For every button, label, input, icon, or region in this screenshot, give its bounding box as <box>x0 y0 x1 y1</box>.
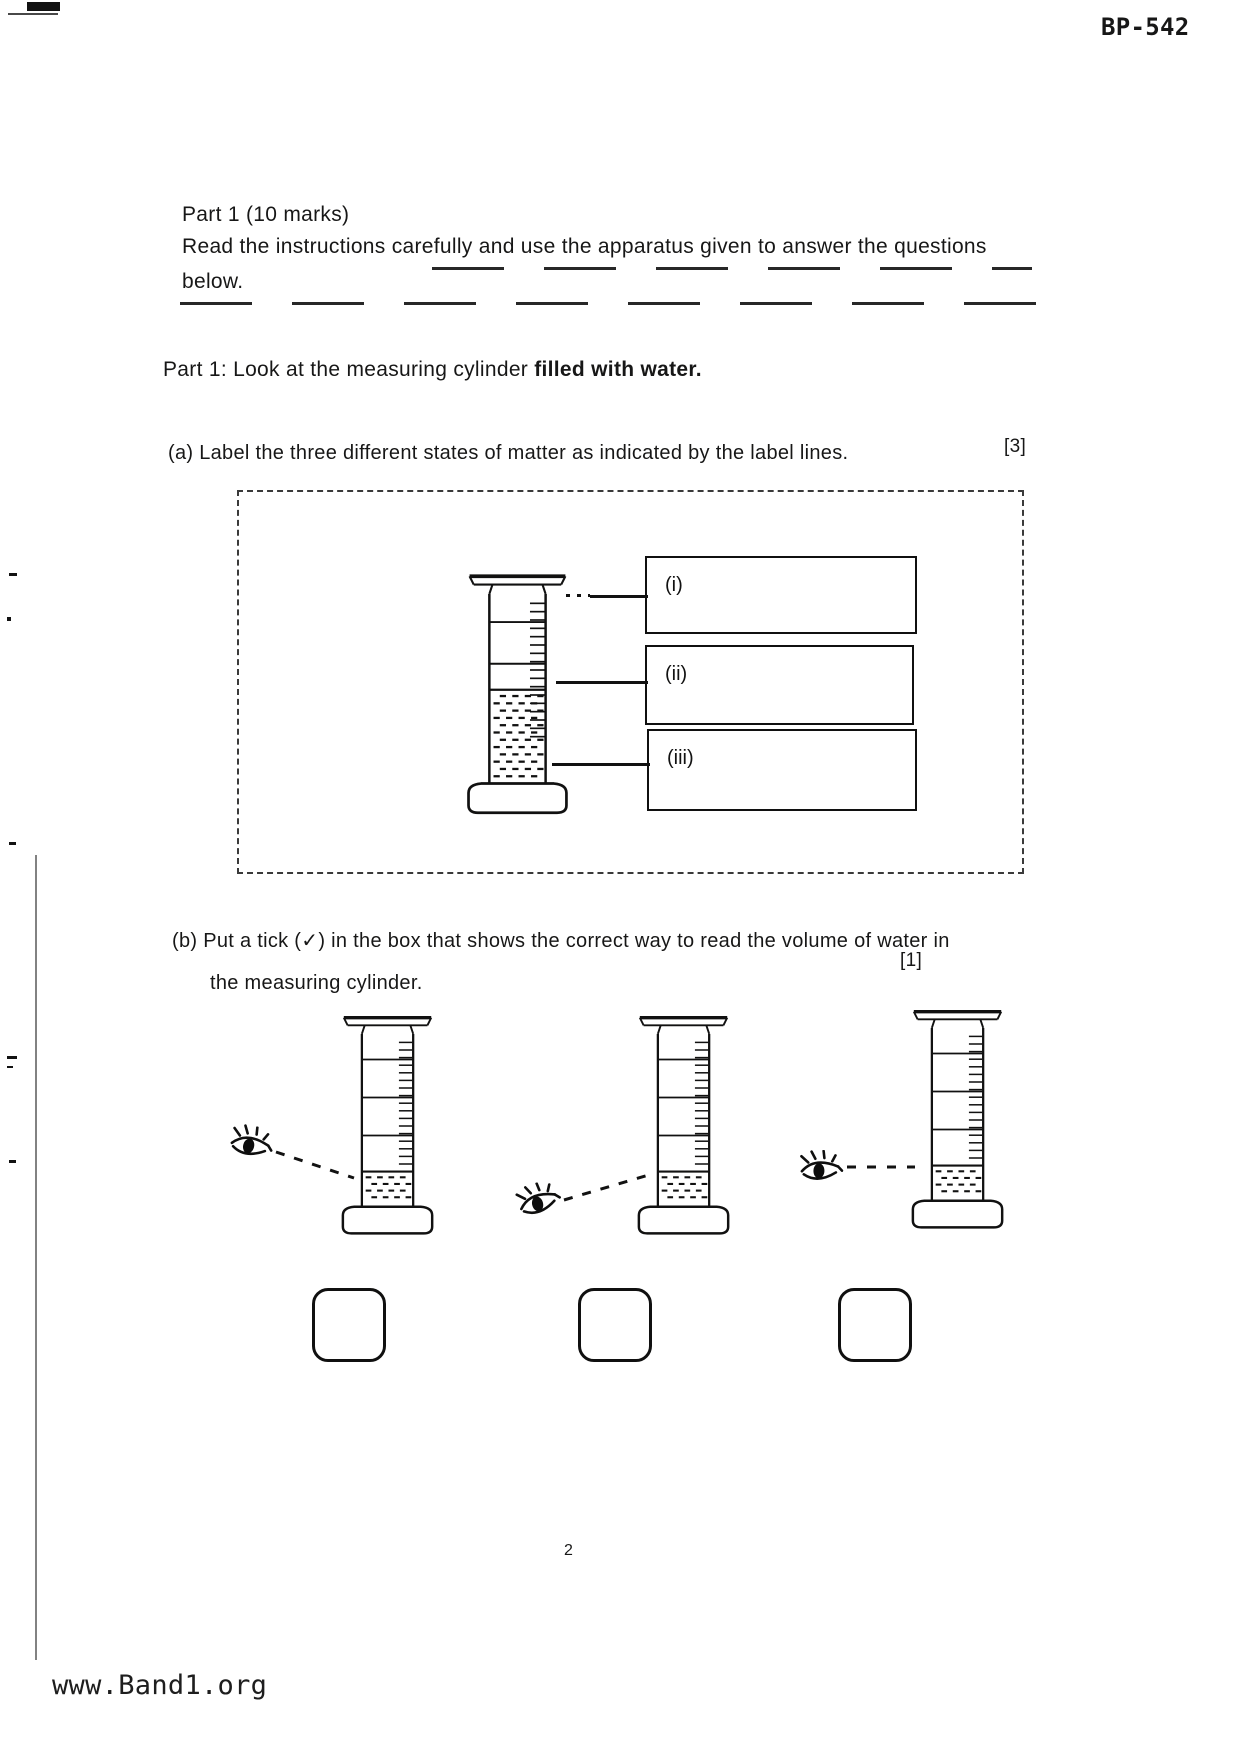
question-a-marks: [3] <box>1004 436 1027 457</box>
answer-box-label: (ii) <box>665 663 688 685</box>
scan-artifact <box>9 573 17 576</box>
page-number: 2 <box>564 1542 574 1559</box>
scan-artifact <box>9 842 16 845</box>
answer-checkbox-middle[interactable] <box>578 1288 652 1362</box>
sight-line-up <box>562 1168 654 1206</box>
scan-artifact <box>8 13 58 15</box>
section-title <box>163 358 702 382</box>
answer-checkbox-right[interactable] <box>838 1288 912 1362</box>
answer-box-ii[interactable] <box>645 645 914 725</box>
scan-artifact <box>35 855 37 1660</box>
sight-line-level <box>845 1158 917 1176</box>
scan-artifact <box>7 1056 17 1059</box>
scan-artifact <box>7 617 11 621</box>
measuring-cylinder-option-right <box>907 1006 1009 1234</box>
answer-box-i[interactable] <box>645 556 917 634</box>
answer-box-label: (i) <box>665 574 683 596</box>
measuring-cylinder-option-left <box>337 1012 439 1240</box>
section-title-bold: filled with water. <box>534 358 702 381</box>
label-line-i-dotted <box>566 594 590 597</box>
label-line-iii <box>552 763 650 766</box>
scan-artifact <box>9 1160 16 1163</box>
doc-code: BP-542 <box>1101 13 1190 41</box>
question-b-text-2: the measuring cylinder. <box>210 972 423 994</box>
sight-line-down <box>274 1144 358 1184</box>
scan-artifact <box>27 2 60 11</box>
question-a-text: (a) Label the three different states of matter as indicated by the label lines. <box>168 442 849 464</box>
section-title-normal: Part 1: Look at the measuring cylinder <box>163 358 535 381</box>
eye-icon <box>797 1149 848 1189</box>
answer-box-iii[interactable] <box>647 729 917 811</box>
instruction-line-2: below. <box>182 270 244 293</box>
website-watermark: www.Band1.org <box>52 1670 268 1701</box>
measuring-cylinder-diagram-a <box>462 570 574 820</box>
scan-underline <box>432 267 1032 270</box>
scan-artifact <box>7 1066 13 1068</box>
answer-checkbox-left[interactable] <box>312 1288 386 1362</box>
label-line-ii <box>556 681 648 684</box>
label-line-i <box>590 595 648 598</box>
scan-underline <box>180 302 1038 305</box>
instruction-line-1: Read the instructions carefully and use the apparatus given to answer the questions <box>182 235 987 258</box>
question-b-marks: [1] <box>900 950 923 971</box>
part-heading: Part 1 (10 marks) <box>182 203 350 226</box>
answer-box-label: (iii) <box>667 747 694 769</box>
question-b-text-1: (b) Put a tick (✓) in the box that shows the correct way to read the volume of water in <box>172 930 950 952</box>
